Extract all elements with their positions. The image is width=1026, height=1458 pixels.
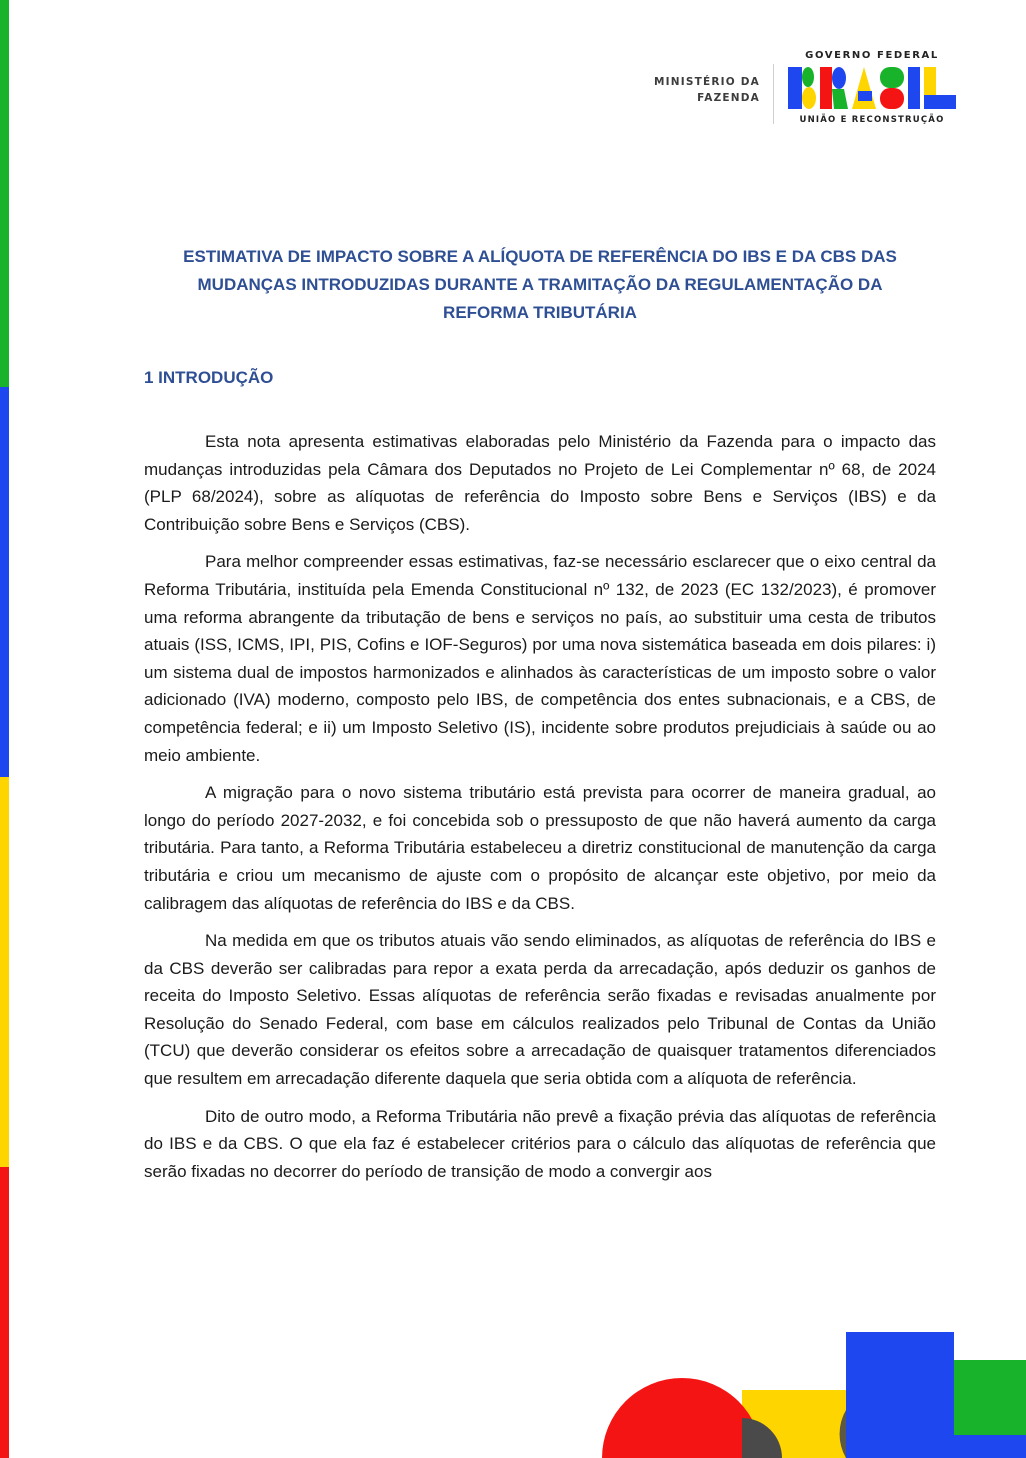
title-line-3: REFORMA TRIBUTÁRIA [443, 303, 637, 322]
title-line-2: MUDANÇAS INTRODUZIDAS DURANTE A TRAMITAÇÃO DA REGULAMENTAÇÃO DA [197, 275, 883, 294]
paragraph-1: Esta nota apresenta estimativas elaboradas pelo Ministério da Fazenda para o impacto das mudanças introduzidas pela Câmara dos Deputados no Projeto de Lei Complementar nº 68, de 2024 (PLP 68/2024), sobre as alíquotas de referência do Imposto sobre Bens e Serviços (IBS) e da Contribuição sobre Bens e Serviços (CBS). [144, 432, 936, 534]
gov-title: GOVERNO FEDERAL [805, 50, 939, 61]
deco-blue-small [954, 1435, 1026, 1458]
paragraph-4: Na medida em que os tributos atuais vão sendo eliminados, as alíquotas de referência do IBS e da CBS deverão ser calibradas para repor a exata perda da arrecadação, após deduzir os ganhos de receita do Imposto Seletivo. Essas alíquotas de referência serão fixadas e revisadas anualmente por Resolução do Senado Federal, com base em cálculos realizados pelo Tribunal de Contas da União (TCU) que deverão considerar os efeitos sobre a arrecadação de quaisquer tratamentos diferenciados que resultem em arrecadação diferente daquela que seria obtida com a alíquota de referência. [144, 931, 936, 1089]
deco-blue-block [846, 1332, 954, 1458]
deco-green-block [954, 1360, 1026, 1435]
section-heading: 1 INTRODUÇÃO [144, 368, 274, 387]
paragraph-5: Dito de outro modo, a Reforma Tributária não prevê a fixação prévia das alíquotas de referência do IBS e da CBS. O que ela faz é estabelecer critérios para o cálculo das alíquotas de referência que serão fixadas no decorrer do período de transição de modo a convergir aos [144, 1106, 936, 1181]
paragraph-2: Para melhor compreender essas estimativas, faz-se necessário esclarecer que o eixo central da Reforma Tributária, instituída pela Emenda Constitucional nº 132, de 2023 (EC 132/2023), é promover uma reforma abrangente da tributação de bens e serviços no país, ao substituir uma cesta de tributos atuais (ISS, ICMS, IPI, PIS, Cofins e IOF-Seguros) por uma nova sistemática baseada em dois pilares: i) um sistema dual de impostos harmonizados e alinhados às características de um imposto sobre o valor adicionado (IVA) moderno, composto pelo IBS, de competência dos entes subnacionais, e a CBS, de competência federal; e ii) um Imposto Seletivo (IS), incidente sobre produtos prejudiciais à saúde ou ao meio ambiente. [144, 552, 936, 765]
title-line-1: ESTIMATIVA DE IMPACTO SOBRE A ALÍQUOTA DE REFERÊNCIA DO IBS E DA CBS DAS [183, 247, 897, 266]
deco-red-semicircle [602, 1378, 762, 1458]
ministry-line-2: FAZENDA [697, 92, 760, 104]
gov-subtitle: UNIÃO E RECONSTRUÇÃO [799, 115, 945, 125]
paragraph-3: A migração para o novo sistema tributário está prevista para ocorrer de maneira gradual, ao longo do período 2027-2032, e foi concebida sob o pressuposto de que não haverá aumento da carga tributária. Para tanto, a Reforma Tributária estabeleceu a diretriz constitucional de manutenção da carga tributária e criou um mecanismo de ajuste com o propósito de alcançar este objetivo, por meio da calibragem das alíquotas de referência do IBS e da CBS. [144, 783, 936, 913]
ministry-line-1: MINISTÉRIO DA [654, 76, 760, 88]
